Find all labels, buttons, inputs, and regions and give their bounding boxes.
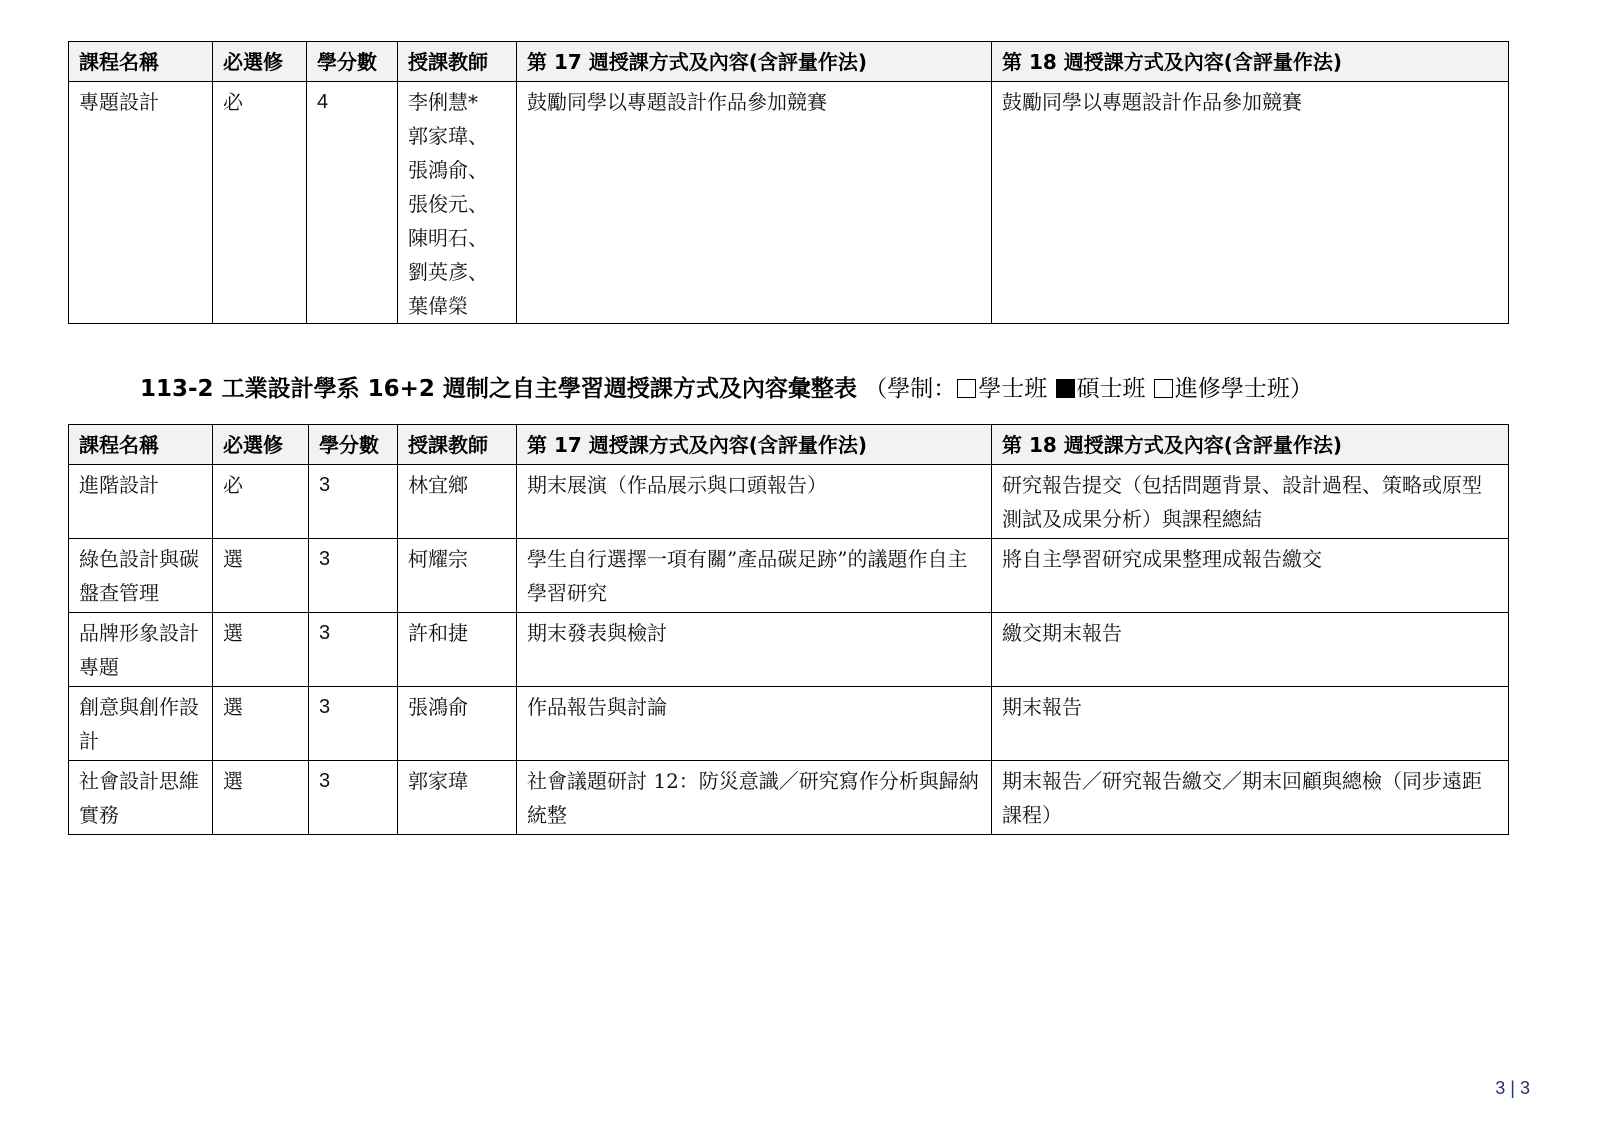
table-row	[69, 539, 1509, 613]
continuing-label: 進修學士班	[1174, 376, 1290, 402]
week17-cell: 社會議題研討 12：防災意識／研究寫作分析與歸納統整	[517, 761, 992, 835]
required-elective-cell: 必	[213, 465, 309, 539]
teacher-cell: 柯耀宗	[398, 539, 517, 613]
course-name-cell: 創意與創作設計	[69, 687, 213, 761]
header-week17: 第 17 週授課方式及內容(含評量作法)	[517, 42, 992, 82]
credits-cell: 3	[309, 539, 398, 613]
week17-cell: 期末發表與檢討	[517, 613, 992, 687]
week17-cell: 作品報告與討論	[517, 687, 992, 761]
table-row	[69, 687, 1509, 761]
header-week18: 第 18 週授課方式及內容(含評量作法)	[992, 42, 1509, 82]
header-teacher: 授課教師	[398, 425, 517, 465]
table-row	[69, 613, 1509, 687]
program-prefix: （學制：	[864, 376, 957, 402]
header-week17: 第 17 週授課方式及內容(含評量作法)	[517, 425, 992, 465]
section-title	[140, 372, 1313, 406]
week17-cell: 鼓勵同學以專題設計作品參加競賽	[517, 82, 992, 324]
teacher-name: 李俐慧*	[408, 90, 478, 114]
required-elective-cell: 選	[213, 539, 309, 613]
course-name-cell: 社會設計思維實務	[69, 761, 213, 835]
table-header-row	[69, 42, 1509, 82]
header-course-name: 課程名稱	[69, 425, 213, 465]
teacher-name: 陳明石、	[408, 226, 488, 250]
teacher-name: 劉英彥、	[408, 260, 488, 284]
bachelor-checkbox	[957, 379, 976, 398]
teacher-name: 郭家瑋、	[408, 124, 488, 148]
header-course-name: 課程名稱	[69, 42, 213, 82]
master-label: 碩士班	[1076, 376, 1146, 402]
table-header-row	[69, 425, 1509, 465]
teacher-cell: 郭家瑋	[398, 761, 517, 835]
program-suffix: ）	[1289, 376, 1313, 402]
course-name-cell: 綠色設計與碳盤查管理	[69, 539, 213, 613]
header-required-elective: 必選修	[213, 42, 307, 82]
week18-cell: 期末報告／研究報告繳交／期末回顧與總檢（同步遠距課程）	[992, 761, 1509, 835]
header-credits: 學分數	[309, 425, 398, 465]
week18-cell: 鼓勵同學以專題設計作品參加競賽	[992, 82, 1509, 324]
header-teacher: 授課教師	[398, 42, 517, 82]
credits-cell: 3	[309, 613, 398, 687]
table-row	[69, 761, 1509, 835]
credits-cell: 3	[309, 465, 398, 539]
teacher-cell: 林宜鄉	[398, 465, 517, 539]
course-name-cell: 進階設計	[69, 465, 213, 539]
title-text: 113-2 工業設計學系 16+2 週制之自主學習週授課方式及內容彙整表	[140, 376, 857, 402]
week17-cell: 學生自行選擇一項有關”產品碳足跡”的議題作自主學習研究	[517, 539, 992, 613]
teacher-cell: 張鴻俞	[398, 687, 517, 761]
teacher-name: 張俊元、	[408, 192, 488, 216]
continuing-checkbox	[1154, 379, 1173, 398]
table-row	[69, 465, 1509, 539]
header-week18: 第 18 週授課方式及內容(含評量作法)	[992, 425, 1509, 465]
teacher-cell	[398, 82, 517, 324]
course-table-1	[68, 41, 1509, 324]
week18-cell: 期末報告	[992, 687, 1509, 761]
header-credits: 學分數	[307, 42, 398, 82]
course-name-cell: 品牌形象設計專題	[69, 613, 213, 687]
course-name-cell: 專題設計	[69, 82, 213, 324]
teacher-name: 葉偉榮	[408, 294, 468, 318]
week18-cell: 研究報告提交（包括問題背景、設計過程、策略或原型測試及成果分析）與課程總結	[992, 465, 1509, 539]
header-required-elective: 必選修	[213, 425, 309, 465]
page-number: 3 | 3	[1495, 1078, 1530, 1098]
required-elective-cell: 選	[213, 613, 309, 687]
week17-cell: 期末展演（作品展示與口頭報告）	[517, 465, 992, 539]
bachelor-label: 學士班	[978, 376, 1048, 402]
week18-cell: 將自主學習研究成果整理成報告繳交	[992, 539, 1509, 613]
credits-cell: 3	[309, 687, 398, 761]
master-checkbox	[1056, 379, 1075, 398]
credits-cell: 4	[307, 82, 398, 324]
table-row	[69, 82, 1509, 324]
credits-cell: 3	[309, 761, 398, 835]
course-table-2	[68, 424, 1509, 835]
required-elective-cell: 選	[213, 687, 309, 761]
required-elective-cell: 選	[213, 761, 309, 835]
required-elective-cell: 必	[213, 82, 307, 324]
week18-cell: 繳交期末報告	[992, 613, 1509, 687]
teacher-cell: 許和捷	[398, 613, 517, 687]
teacher-name: 張鴻俞、	[408, 158, 488, 182]
